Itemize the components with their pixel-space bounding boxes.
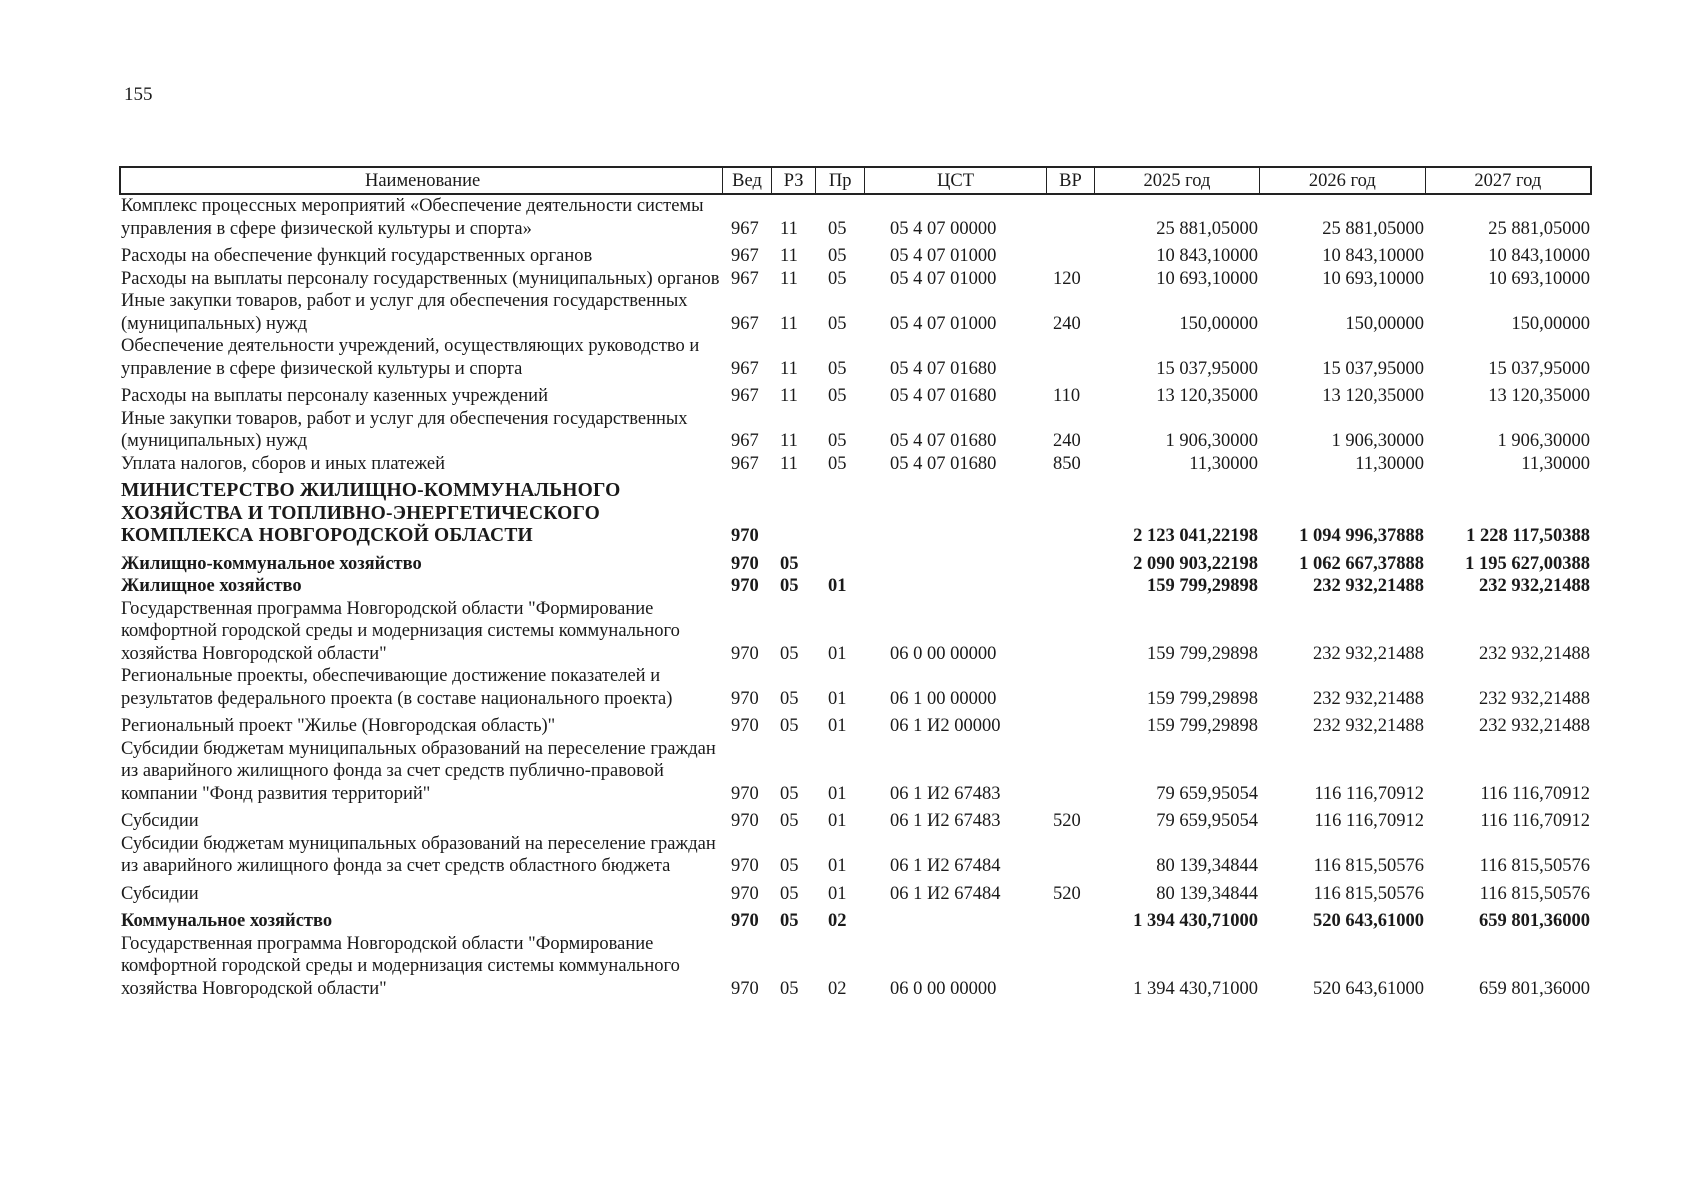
cell-2027: 232 932,21488 (1479, 716, 1590, 736)
cell-2026: 13 120,35000 (1322, 386, 1424, 406)
table-row (119, 910, 1592, 933)
table-row (119, 883, 1592, 906)
cell-name: Субсидии бюджетам муниципальных образований на переселение граждан из аварийного жилищного фонда за счет средств областного бюджета (121, 833, 716, 876)
cell-vr: 850 (1053, 453, 1081, 474)
cell-name: Государственная программа Новгородской области "Формирование комфортной городской среды и модернизация системы коммунального хозяйства Новгородской области" (121, 598, 680, 664)
cell-ved: 970 (731, 576, 759, 596)
cell-rz: 11 (780, 386, 798, 406)
cell-ved: 970 (731, 811, 759, 831)
table-row (119, 738, 1592, 806)
cell-pr: 01 (828, 783, 847, 804)
cell-cst: 05 4 07 01000 (890, 268, 997, 289)
cell-rz: 05 (780, 811, 799, 831)
cell-rz: 05 (780, 553, 799, 574)
table-row (119, 480, 1592, 548)
cell-pr: 05 (828, 313, 847, 334)
cell-2025: 10 693,10000 (1156, 268, 1258, 289)
cell-2026: 520 643,61000 (1313, 911, 1424, 931)
cell-ved: 970 (731, 883, 759, 904)
cell-rz: 05 (780, 856, 799, 876)
cell-2027: 13 120,35000 (1488, 386, 1590, 406)
cell-ved: 970 (731, 688, 759, 709)
header-pr: Пр (816, 168, 865, 193)
cell-vr: 240 (1053, 313, 1081, 334)
cell-2026: 116 116,70912 (1314, 783, 1424, 804)
cell-cst: 06 1 И2 67483 (890, 811, 1001, 831)
table-body (119, 195, 1592, 1000)
cell-2027: 116 116,70912 (1480, 783, 1590, 804)
cell-cst: 05 4 07 01000 (890, 246, 997, 266)
cell-ved: 970 (731, 526, 759, 546)
cell-2027: 232 932,21488 (1479, 576, 1590, 596)
cell-cst: 05 4 07 01680 (890, 358, 997, 379)
cell-name: Коммунальное хозяйство (121, 911, 333, 931)
cell-name: Уплата налогов, сборов и иных платежей (121, 453, 446, 474)
cell-cst: 06 1 00 00000 (890, 688, 997, 709)
cell-name: Субсидии (121, 811, 199, 831)
table-row (119, 715, 1592, 738)
cell-rz: 11 (780, 431, 798, 451)
cell-ved: 967 (731, 313, 759, 334)
cell-name: Жилищное хозяйство (121, 576, 302, 596)
cell-pr: 01 (828, 883, 847, 904)
header-rz: РЗ (772, 168, 817, 193)
cell-ved: 970 (731, 783, 759, 804)
cell-ved: 967 (731, 431, 759, 451)
table-row (119, 933, 1592, 1001)
cell-2026: 520 643,61000 (1313, 978, 1424, 999)
cell-vr: 520 (1053, 883, 1081, 904)
cell-pr: 05 (828, 246, 847, 266)
cell-rz: 05 (780, 783, 799, 804)
cell-2025: 80 139,34844 (1156, 856, 1258, 876)
cell-2026: 232 932,21488 (1313, 716, 1424, 736)
cell-ved: 967 (731, 218, 759, 239)
cell-2025: 159 799,29898 (1147, 576, 1258, 596)
cell-cst: 05 4 07 01680 (890, 431, 997, 451)
cell-name: Государственная программа Новгородской области "Формирование комфортной городской среды и модернизация системы коммунального хозяйства Новгородской области" (121, 933, 680, 999)
cell-2027: 25 881,05000 (1488, 218, 1590, 239)
cell-pr: 01 (828, 688, 847, 709)
cell-2027: 116 815,50576 (1479, 883, 1590, 904)
cell-2025: 2 123 041,22198 (1133, 526, 1258, 546)
cell-name: Комплекс процессных мероприятий «Обеспечение деятельности системы управления в сфере физической культуры и спорта» (121, 196, 704, 239)
cell-ved: 967 (731, 358, 759, 379)
cell-pr: 05 (828, 431, 847, 451)
cell-ved: 970 (731, 911, 759, 931)
header-2026: 2026 год (1260, 168, 1425, 193)
cell-2025: 159 799,29898 (1147, 716, 1258, 736)
table-row (119, 598, 1592, 666)
table-row (119, 575, 1592, 598)
cell-name: Иные закупки товаров, работ и услуг для обеспечения государственных (муниципальных) нужд (121, 291, 688, 334)
cell-2027: 15 037,95000 (1488, 358, 1590, 379)
cell-rz: 11 (780, 358, 798, 379)
cell-cst: 06 1 И2 67483 (890, 783, 1001, 804)
cell-name: Региональный проект "Жилье (Новгородская область)" (121, 716, 556, 736)
cell-2026: 116 815,50576 (1313, 883, 1424, 904)
table-row (119, 268, 1592, 291)
cell-pr: 05 (828, 268, 847, 289)
cell-pr: 01 (828, 576, 847, 596)
cell-cst: 06 0 00 00000 (890, 643, 997, 664)
cell-rz: 05 (780, 643, 799, 664)
cell-2027: 232 932,21488 (1479, 643, 1590, 664)
cell-2026: 1 062 667,37888 (1299, 553, 1424, 574)
cell-2026: 232 932,21488 (1313, 643, 1424, 664)
cell-rz: 11 (780, 453, 798, 474)
table-row (119, 453, 1592, 476)
cell-rz: 11 (780, 246, 798, 266)
page-number: 155 (124, 84, 153, 105)
cell-cst: 06 1 И2 00000 (890, 716, 1001, 736)
cell-2027: 659 801,36000 (1479, 911, 1590, 931)
cell-cst: 05 4 07 01680 (890, 453, 997, 474)
cell-2026: 1 906,30000 (1331, 431, 1424, 451)
cell-name: МИНИСТЕРСТВО ЖИЛИЩНО-КОММУНАЛЬНОГО ХОЗЯЙСТВА И ТОПЛИВНО-ЭНЕРГЕТИЧЕСКОГО КОМПЛЕКСА НОВГОРОДСКОЙ ОБЛАСТИ (121, 480, 621, 546)
cell-ved: 967 (731, 386, 759, 406)
budget-table (119, 166, 1592, 1000)
cell-name: Субсидии (121, 883, 199, 904)
cell-2026: 116 116,70912 (1314, 811, 1424, 831)
cell-2026: 232 932,21488 (1313, 688, 1424, 709)
cell-2025: 10 843,10000 (1156, 246, 1258, 266)
cell-pr: 01 (828, 643, 847, 664)
cell-ved: 967 (731, 268, 759, 289)
cell-2026: 10 843,10000 (1322, 246, 1424, 266)
cell-ved: 967 (731, 453, 759, 474)
cell-2025: 2 090 903,22198 (1133, 553, 1258, 574)
cell-rz: 11 (780, 218, 798, 239)
cell-2025: 79 659,95054 (1156, 811, 1258, 831)
cell-2026: 25 881,05000 (1322, 218, 1424, 239)
cell-name: Расходы на выплаты персоналу государственных (муниципальных) органов (121, 268, 720, 289)
cell-ved: 970 (731, 643, 759, 664)
cell-pr: 05 (828, 218, 847, 239)
cell-name: Иные закупки товаров, работ и услуг для обеспечения государственных (муниципальных) нужд (121, 408, 688, 451)
cell-ved: 970 (731, 856, 759, 876)
cell-2027: 11,30000 (1521, 453, 1590, 474)
cell-pr: 05 (828, 386, 847, 406)
table-row (119, 335, 1592, 380)
cell-2026: 10 693,10000 (1322, 268, 1424, 289)
cell-ved: 970 (731, 716, 759, 736)
cell-vr: 110 (1053, 386, 1081, 406)
cell-2025: 1 906,30000 (1165, 431, 1258, 451)
cell-rz: 05 (780, 883, 799, 904)
cell-2025: 150,00000 (1179, 313, 1258, 334)
cell-2026: 232 932,21488 (1313, 576, 1424, 596)
cell-rz: 05 (780, 688, 799, 709)
cell-pr: 05 (828, 358, 847, 379)
cell-2027: 116 116,70912 (1480, 811, 1590, 831)
cell-2027: 10 843,10000 (1488, 246, 1590, 266)
header-ved: Вед (723, 168, 772, 193)
cell-rz: 05 (780, 716, 799, 736)
cell-2025: 159 799,29898 (1147, 643, 1258, 664)
cell-pr: 01 (828, 811, 847, 831)
cell-rz: 11 (780, 268, 798, 289)
header-name: Наименование (121, 168, 723, 193)
cell-vr: 120 (1053, 268, 1081, 289)
table-row (119, 408, 1592, 453)
table-row (119, 290, 1592, 335)
cell-2025: 80 139,34844 (1156, 883, 1258, 904)
cell-2027: 1 906,30000 (1497, 431, 1590, 451)
cell-2026: 116 815,50576 (1313, 856, 1424, 876)
cell-2027: 232 932,21488 (1479, 688, 1590, 709)
table-row (119, 195, 1592, 240)
table-row (119, 245, 1592, 268)
cell-pr: 02 (828, 978, 847, 999)
cell-pr: 02 (828, 911, 847, 931)
table-row (119, 553, 1592, 576)
cell-2025: 15 037,95000 (1156, 358, 1258, 379)
header-cst: ЦСТ (865, 168, 1047, 193)
cell-2025: 159 799,29898 (1147, 688, 1258, 709)
cell-2025: 79 659,95054 (1156, 783, 1258, 804)
cell-rz: 05 (780, 978, 799, 999)
cell-2025: 1 394 430,71000 (1133, 978, 1258, 999)
cell-2026: 15 037,95000 (1322, 358, 1424, 379)
table-row (119, 385, 1592, 408)
cell-name: Субсидии бюджетам муниципальных образований на переселение граждан из аварийного жилищного фонда за счет средств публично-правовой компании "Фонд развития территорий" (121, 738, 716, 804)
cell-ved: 970 (731, 553, 759, 574)
cell-name: Расходы на выплаты персоналу казенных учреждений (121, 386, 548, 406)
cell-2027: 10 693,10000 (1488, 268, 1590, 289)
cell-2025: 1 394 430,71000 (1133, 911, 1258, 931)
cell-2027: 116 815,50576 (1479, 856, 1590, 876)
cell-pr: 01 (828, 716, 847, 736)
header-2025: 2025 год (1095, 168, 1260, 193)
header-2027: 2027 год (1474, 171, 1542, 191)
cell-2025: 25 881,05000 (1156, 218, 1258, 239)
cell-rz: 05 (780, 576, 799, 596)
cell-name: Обеспечение деятельности учреждений, осуществляющих руководство и управление в сфере физической культуры и спорта (121, 336, 700, 379)
cell-cst: 06 1 И2 67484 (890, 856, 1001, 876)
cell-name: Региональные проекты, обеспечивающие достижение показателей и результатов федерального проекта (в составе национального проекта) (121, 666, 673, 709)
table-row (119, 665, 1592, 710)
table-row (119, 833, 1592, 878)
cell-name: Жилищно-коммунальное хозяйство (121, 553, 422, 574)
cell-2026: 1 094 996,37888 (1299, 526, 1424, 546)
cell-cst: 06 0 00 00000 (890, 978, 997, 999)
cell-vr: 520 (1053, 811, 1081, 831)
cell-vr: 240 (1053, 431, 1081, 451)
cell-2026: 150,00000 (1345, 313, 1424, 334)
cell-2026: 11,30000 (1355, 453, 1424, 474)
cell-cst: 05 4 07 00000 (890, 218, 997, 239)
cell-ved: 967 (731, 246, 759, 266)
cell-name: Расходы на обеспечение функций государственных органов (121, 246, 593, 266)
cell-cst: 05 4 07 01000 (890, 313, 997, 334)
cell-2027: 150,00000 (1511, 313, 1590, 334)
cell-rz: 05 (780, 911, 799, 931)
cell-ved: 970 (731, 978, 759, 999)
cell-2027: 1 195 627,00388 (1465, 553, 1590, 574)
cell-rz: 11 (780, 313, 798, 334)
cell-2027: 659 801,36000 (1479, 978, 1590, 999)
table-header (119, 166, 1592, 195)
cell-pr: 01 (828, 856, 847, 876)
table-row (119, 810, 1592, 833)
cell-2027: 1 228 117,50388 (1466, 526, 1590, 546)
cell-2025: 13 120,35000 (1156, 386, 1258, 406)
header-vr: ВР (1047, 168, 1095, 193)
cell-pr: 05 (828, 453, 847, 474)
cell-cst: 06 1 И2 67484 (890, 883, 1001, 904)
cell-cst: 05 4 07 01680 (890, 386, 997, 406)
cell-2025: 11,30000 (1189, 453, 1258, 474)
